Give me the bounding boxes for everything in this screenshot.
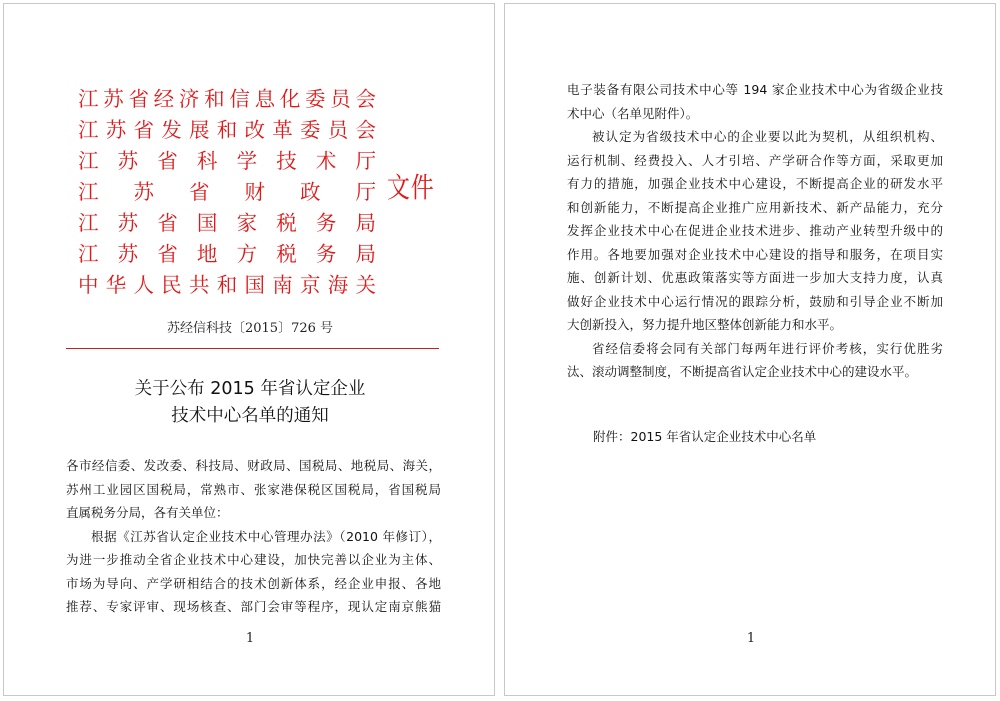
body-line: 做好企业技术中心运行情况的跟踪分析，鼓励和引导企业不断加: [567, 293, 943, 309]
body-line: 有力的措施，加强企业技术中心建设，不断提高企业的研发水平: [567, 176, 943, 191]
org-line: 江 苏 省 国 家 税 务 局: [78, 211, 376, 235]
body-text: [567, 78, 943, 384]
body-line: 根据《江苏省认定企业技术中心管理办法》（2010 年修订），: [91, 528, 441, 544]
body-line: 被认定为省级技术中心的企业要以此为契机，从组织机构、: [592, 129, 943, 144]
body-line: 作用。各地要加强对企业技术中心建设的指导和服务，在项目实: [567, 246, 943, 262]
body-line: 推荐、专家评审、现场核查、部门会审等程序，现认定南京熊猫: [66, 599, 441, 614]
attachment-note: 附件：2015 年省认定企业技术中心名单: [593, 429, 817, 444]
body-line: 施、创新计划、优惠政策落实等方面进一步加大支持力度，认真: [567, 270, 943, 285]
page-number: 1: [746, 631, 756, 646]
doc-type-label: 文件: [387, 171, 435, 204]
body-line: 苏州工业园区国税局，常熟市、张家港保税区国税局，省国税局: [66, 481, 441, 497]
org-line: 中华人民共和国南京海关: [78, 273, 376, 297]
title-line: 关于公布 2015 年省认定企业: [134, 379, 366, 399]
body-line: 电子装备有限公司技术中心等 194 家企业技术中心为省级企业技: [567, 82, 943, 97]
org-line: 江苏省经济和信息化委员会: [78, 87, 376, 111]
body-line: 发挥企业技术中心在促进企业技术进步、推动产业转型升级中的: [567, 223, 943, 238]
body-line: 汰、滚动调整制度，不断提高省认定企业技术中心的建设水平。: [567, 364, 918, 379]
body-line: 和创新能力，不断提高企业推广应用新技术、新产品能力，充分: [567, 199, 943, 215]
body-text: [66, 454, 441, 619]
body-line: 为进一步推动全省企业技术中心建设，加快完善以企业为主体、: [66, 552, 441, 567]
org-line: 江 苏 省 科 学 技 术 厅: [78, 149, 376, 173]
title-line: 技术中心名单的通知: [171, 406, 329, 426]
body-line: 运行机制、经费投入、人才引培、产学研合作等方面，采取更加: [567, 152, 943, 168]
body-line: 各市经信委、发改委、科技局、财政局、国税局、地税局、海关，: [66, 458, 441, 473]
body-line: 省经信委将会同有关部门每两年进行评价考核，实行优胜劣: [592, 340, 943, 356]
body-line: 术中心（名单见附件）。: [567, 105, 699, 121]
document-number: 苏经信科技〔2015〕726 号: [166, 321, 334, 336]
org-line: 江苏省发展和改革委员会: [78, 118, 376, 142]
document-title: [4, 376, 496, 430]
document-page-1: [3, 3, 495, 696]
document-page-2: [504, 3, 996, 696]
org-line: 江 苏 省 财 政 厅: [78, 180, 376, 204]
body-line: 直属税务分局，各有关单位：: [66, 505, 229, 520]
issuing-organizations: [78, 84, 376, 301]
body-line: 大创新投入，努力提升地区整体创新能力和水平。: [567, 317, 843, 332]
body-line: 市场为导向、产学研相结合的技术创新体系，经企业申报、各地: [66, 575, 441, 591]
org-line: 江 苏 省 地 方 税 务 局: [78, 242, 376, 266]
page-number: 1: [245, 631, 255, 646]
red-divider: [66, 348, 439, 349]
